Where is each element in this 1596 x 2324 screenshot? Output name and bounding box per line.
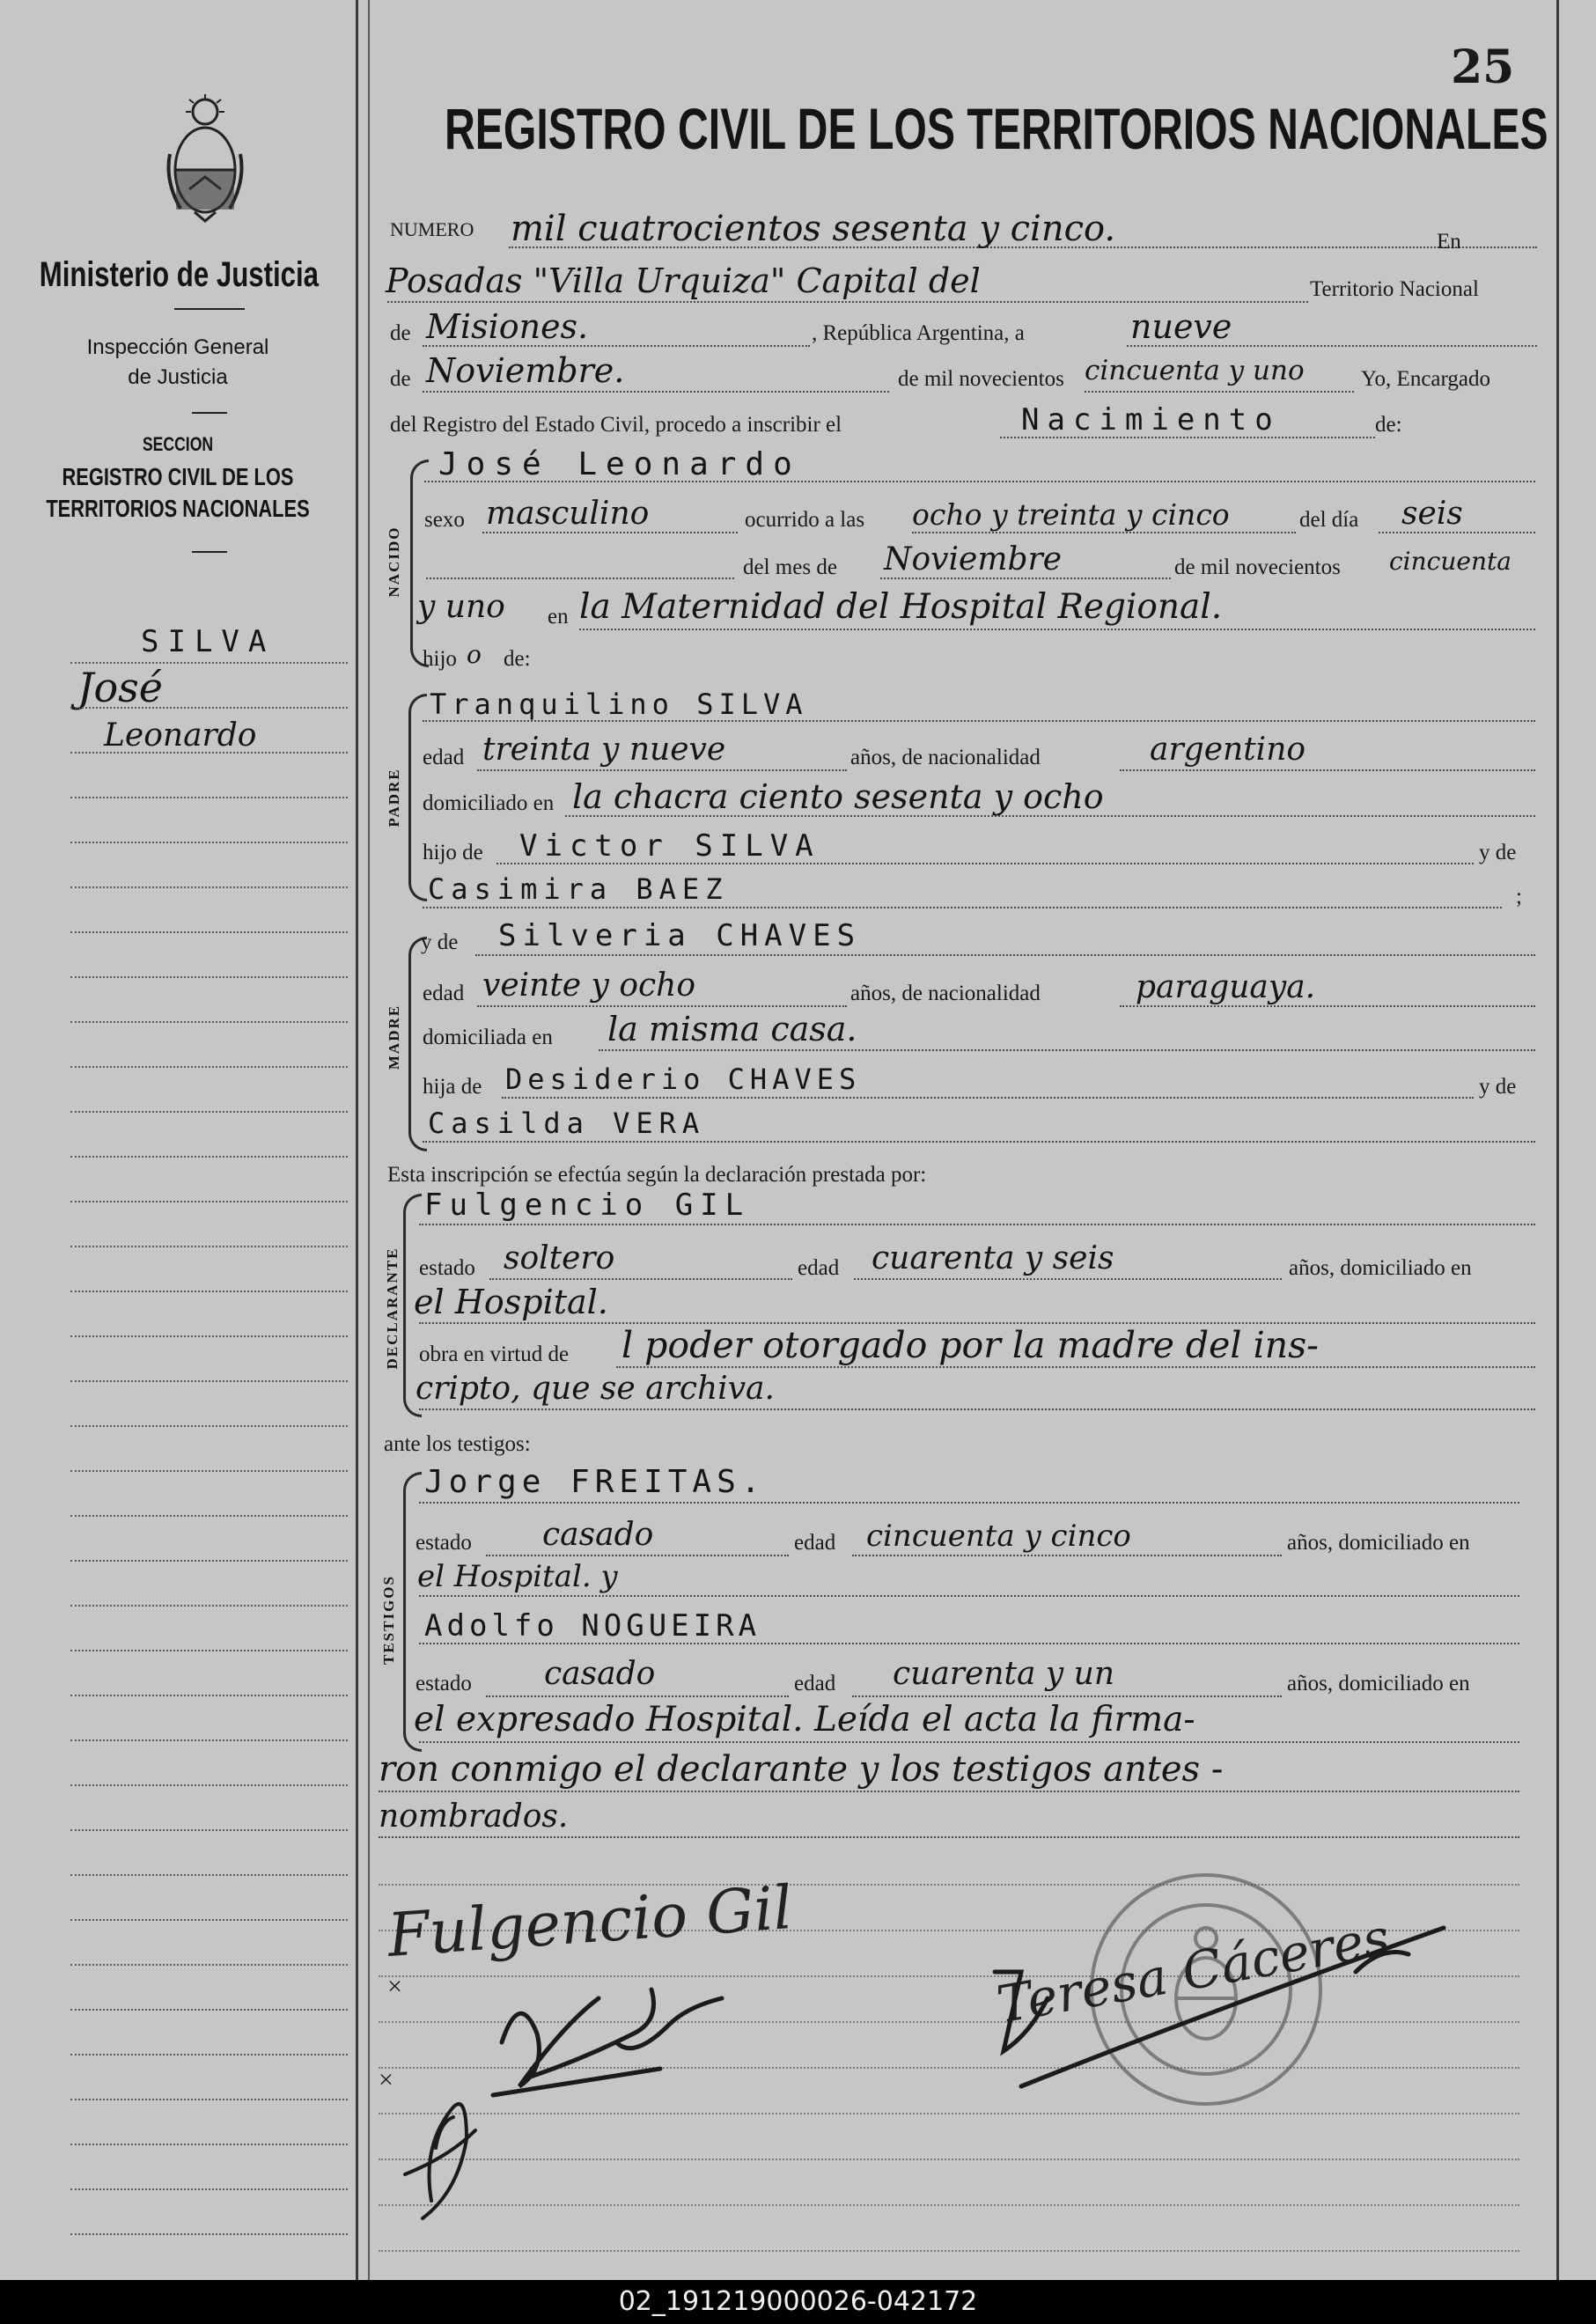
birth-day-value: seis xyxy=(1401,496,1463,532)
birth-day-line xyxy=(1379,532,1535,533)
ministry-rule xyxy=(174,308,245,310)
de-colon-label: de: xyxy=(1375,413,1402,437)
padre-y-de-label: y de xyxy=(1479,841,1517,864)
madre-mother-line xyxy=(423,1141,1535,1143)
ocurrido-label: ocurrido a las xyxy=(745,508,865,532)
closing-line1: el expresado Hospital. Leída el acta la firma- xyxy=(414,1700,1195,1739)
sidebar-ruled-line xyxy=(70,1784,348,1786)
sidebar-ruled-line xyxy=(70,1605,348,1607)
closing-line3: nombrados. xyxy=(379,1798,569,1835)
sidebar-ruled-line xyxy=(70,1919,348,1921)
sidebar-ruled-line xyxy=(70,2009,348,2011)
madre-mother-value: Casilda VERA xyxy=(428,1107,706,1140)
padre-section-label: PADRE xyxy=(386,768,402,827)
sidebar-ruled-line xyxy=(70,1380,348,1382)
t1-domicile-value: el Hospital. y xyxy=(417,1559,618,1594)
t1-name-line xyxy=(419,1502,1519,1504)
t1-age-line xyxy=(852,1555,1282,1556)
document-title: REGISTRO CIVIL DE LOS TERRITORIOS NACIONALES xyxy=(445,96,1548,161)
declarante-obra-value-b: cripto, que se archiva. xyxy=(416,1371,775,1407)
section-rule xyxy=(192,551,227,553)
birth-year-value-b: y uno xyxy=(417,589,505,625)
closing-line1-rule xyxy=(419,1741,1519,1743)
document-code-footer: 02_191219000026-042172 xyxy=(0,2280,1596,2324)
sidebar-ruled-line xyxy=(70,1246,348,1247)
sidebar-ruled-line xyxy=(70,1829,348,1831)
t2-edad-label: edad xyxy=(794,1672,836,1695)
sidebar-ruled-line xyxy=(70,1425,348,1427)
sidebar-ruled-line xyxy=(70,1021,348,1023)
t1-name-value: Jorge FREITAS. xyxy=(424,1464,766,1500)
sidebar-ruled-line xyxy=(70,1111,348,1113)
madre-domicile-line xyxy=(599,1049,1535,1051)
t1-estado-value: casado xyxy=(542,1517,654,1553)
sidebar-ruled-line xyxy=(70,976,348,978)
madre-name-line xyxy=(475,954,1535,956)
month-line xyxy=(423,391,889,393)
padre-name-value: Tranquilino SILVA xyxy=(430,688,808,721)
t1-anos-label: años, domiciliado en xyxy=(1287,1531,1470,1555)
sidebar-ruled-line xyxy=(70,2144,348,2145)
birth-month-line xyxy=(880,577,1171,579)
hijo-de-label: de: xyxy=(504,647,531,671)
ministry-name-wrap xyxy=(0,255,356,295)
en-label-nacido: en xyxy=(548,605,569,629)
section-line1: REGISTRO CIVIL DE LOS xyxy=(62,463,294,490)
sidebar-surname: SILVA xyxy=(141,624,276,659)
t2-age-line xyxy=(852,1695,1282,1697)
sidebar-ruled-line xyxy=(70,2188,348,2190)
signature-fulgencio-gil: Fulgencio Gil xyxy=(385,1873,795,1971)
t1-edad-label: edad xyxy=(794,1531,836,1555)
sidebar-ruled-line xyxy=(70,2054,348,2056)
sexo-label: sexo xyxy=(424,508,465,532)
madre-anos-label: años, de nacionalidad xyxy=(850,982,1041,1005)
padre-edad-label: edad xyxy=(423,746,465,769)
declarante-name-value: Fulgencio GIL xyxy=(424,1188,751,1223)
padre-nationality-line xyxy=(1120,769,1535,771)
sidebar-ruled-line xyxy=(70,1874,348,1876)
blank-ruled-line xyxy=(379,2250,1519,2252)
margin-line-right xyxy=(1556,0,1559,2280)
inspection-line2: de Justicia xyxy=(128,365,228,389)
declarante-estado-label: estado xyxy=(419,1256,475,1280)
madre-age-value: veinte y ocho xyxy=(482,967,696,1004)
madre-hija-de-label: hija de xyxy=(423,1075,482,1099)
de-label: de xyxy=(390,321,411,345)
sidebar-ruled-line xyxy=(70,842,348,843)
province-value: Misiones. xyxy=(426,307,589,346)
year-value: cincuenta y uno xyxy=(1085,355,1305,386)
closing-line2-rule xyxy=(379,1791,1519,1792)
birth-place-value: la Maternidad del Hospital Regional. xyxy=(579,587,1223,627)
madre-domicile-value: la misma casa. xyxy=(607,1010,857,1048)
signature-mark-x1: × xyxy=(387,1972,402,2001)
numero-value: mil cuatrocientos sesenta y cinco. xyxy=(511,209,1116,249)
sexo-line xyxy=(482,532,738,533)
madre-father-value: Desiderio CHAVES xyxy=(505,1063,862,1096)
madre-name-value: Silveria CHAVES xyxy=(498,918,862,953)
hijo-value: o xyxy=(467,640,482,669)
sidebar-ruled-line xyxy=(70,1650,348,1651)
coat-of-arms-icon xyxy=(163,92,247,224)
de-mil-label: de mil novecientos xyxy=(898,367,1064,391)
officer-signature-flourish-icon xyxy=(968,1907,1461,2104)
sidebar-ruled-line xyxy=(70,707,348,709)
territorio-label: Territorio Nacional xyxy=(1310,277,1479,301)
sidebar-ruled-line xyxy=(70,2233,348,2235)
madre-nationality-line xyxy=(1120,1005,1535,1007)
hijo-label: hijo xyxy=(423,647,457,671)
testigos-section-label: TESTIGOS xyxy=(380,1575,397,1665)
sidebar-ruled-line xyxy=(70,1201,348,1202)
declarante-anos-label: años, domiciliado en xyxy=(1289,1256,1472,1280)
t2-name-value: Adolfo NOGUEIRA xyxy=(424,1608,761,1644)
t1-estado-line xyxy=(486,1555,789,1556)
declarante-obra-line-2 xyxy=(419,1408,1535,1410)
closing-line2: ron conmigo el declarante y los testigos antes - xyxy=(379,1749,1224,1790)
hour-line xyxy=(912,532,1296,533)
madre-father-line xyxy=(502,1097,1474,1099)
sidebar-ruled-line xyxy=(70,1560,348,1562)
year-line xyxy=(1085,391,1354,393)
ministry-name: Ministerio de Justicia xyxy=(39,255,320,294)
margin-line-left xyxy=(356,0,358,2280)
declarante-domicile-value: el Hospital. xyxy=(414,1283,608,1321)
place-value: Posadas "Villa Urquiza" Capital del xyxy=(386,261,981,300)
nacido-bracket xyxy=(410,460,429,667)
de-label-2: de xyxy=(390,367,411,391)
sidebar-ruled-line xyxy=(70,1335,348,1337)
registro-label: del Registro del Estado Civil, procedo a inscribir el xyxy=(390,413,842,437)
padre-domicilio-label: domiciliado en xyxy=(423,791,555,815)
padre-semicolon: ; xyxy=(1516,885,1522,908)
declarante-obra-label: obra en virtud de xyxy=(419,1342,570,1366)
padre-anos-label: años, de nacionalidad xyxy=(850,746,1041,769)
sidebar-given-name1: José xyxy=(77,664,163,711)
del-mes-label: del mes de xyxy=(743,555,837,579)
sidebar-ruled-line xyxy=(70,1695,348,1696)
birth-month-value: Noviembre xyxy=(884,541,1063,577)
page-number: 25 xyxy=(1451,40,1515,94)
handwritten-signature-icon xyxy=(370,1937,916,2227)
sidebar-given-name2: Leonardo xyxy=(104,717,257,754)
sidebar-ruled-line xyxy=(70,2099,348,2100)
madre-age-line xyxy=(477,1005,847,1007)
declarante-section-label: DECLARANTE xyxy=(384,1247,401,1370)
declaracion-intro: Esta inscripción se efectúa según la declaración prestada por: xyxy=(387,1163,927,1187)
birth-year-value-a: cincuenta xyxy=(1389,547,1511,576)
del-dia-label: del día xyxy=(1299,508,1359,532)
declarante-edad-label: edad xyxy=(798,1256,840,1280)
sidebar-ruled-line xyxy=(70,752,348,754)
padre-mother-line xyxy=(423,907,1502,908)
sidebar-ruled-line xyxy=(70,662,348,664)
en-label: En xyxy=(1437,230,1461,254)
declarante-obra-line xyxy=(616,1366,1535,1368)
nacido-name-value: José Leonardo xyxy=(438,446,801,482)
inspection-block xyxy=(0,333,356,393)
section-line2: TERRITORIOS NACIONALES xyxy=(46,495,310,522)
declarante-age-line xyxy=(854,1278,1282,1280)
declarante-obra-value-a: l poder otorgado por la madre del ins- xyxy=(621,1324,1319,1366)
t2-estado-line xyxy=(486,1695,789,1697)
section-label: SECCION xyxy=(142,433,214,455)
t1-domicile-line xyxy=(419,1595,1519,1597)
madre-domicilio-label: domiciliada en xyxy=(423,1026,553,1049)
place-line xyxy=(387,301,1308,303)
republica-label: , República Argentina, a xyxy=(812,321,1025,345)
declarante-name-line xyxy=(419,1224,1535,1225)
section-block xyxy=(0,433,356,523)
day-value: nueve xyxy=(1130,307,1232,346)
sidebar-ruled-line xyxy=(70,1739,348,1741)
birth-pre-month-line xyxy=(426,577,734,579)
hour-value: ocho y treinta y cinco xyxy=(912,497,1230,532)
testigos-intro: ante los testigos: xyxy=(384,1432,531,1456)
sidebar-ruled-line xyxy=(70,1470,348,1472)
padre-hijo-de-label: hijo de xyxy=(423,841,483,864)
padre-nationality-value: argentino xyxy=(1150,732,1306,768)
nacido-section-label: NACIDO xyxy=(386,526,402,598)
t2-age-value: cuarenta y un xyxy=(893,1656,1115,1692)
t2-anos-label: años, domiciliado en xyxy=(1287,1672,1470,1695)
declarante-estado-value: soltero xyxy=(504,1240,615,1276)
sidebar-ruled-line xyxy=(70,797,348,798)
madre-section-label: MADRE xyxy=(386,1004,402,1070)
sexo-value: masculino xyxy=(486,496,650,532)
t1-estado-label: estado xyxy=(416,1531,472,1555)
declarante-estado-line xyxy=(489,1278,792,1280)
madre-y-de-label-2: y de xyxy=(1479,1075,1517,1099)
month-value: Noviembre. xyxy=(426,351,625,390)
sidebar-ruled-line xyxy=(70,1515,348,1517)
inspection-line1: Inspección General xyxy=(86,335,269,359)
inspection-rule xyxy=(192,412,227,414)
padre-father-value: Victor SILVA xyxy=(519,828,820,864)
signature-teresa-caceres: Teresa Cáceres xyxy=(992,1907,1394,2035)
padre-domicile-value: la chacra ciento sesenta y ocho xyxy=(572,777,1104,816)
t1-age-value: cincuenta y cinco xyxy=(866,1519,1131,1554)
de-mil-label-2: de mil novecientos xyxy=(1174,555,1341,579)
birth-place-line xyxy=(579,629,1535,630)
sidebar-ruled-line xyxy=(70,1066,348,1068)
declarante-age-value: cuarenta y seis xyxy=(872,1240,1114,1276)
madre-nationality-value: paraguaya. xyxy=(1136,969,1316,1005)
padre-age-line xyxy=(477,769,847,771)
sidebar-ruled-line xyxy=(70,886,348,888)
sidebar-ruled-line xyxy=(70,931,348,933)
t2-estado-label: estado xyxy=(416,1672,472,1695)
closing-line3-rule xyxy=(379,1836,1519,1838)
yo-label: Yo, Encargado xyxy=(1361,367,1490,391)
numero-label: NUMERO xyxy=(390,218,474,240)
padre-age-value: treinta y nueve xyxy=(482,732,726,768)
t2-estado-value: casado xyxy=(544,1656,656,1692)
sidebar-ruled-line xyxy=(70,1156,348,1158)
sidebar-ruled-line xyxy=(70,1291,348,1292)
padre-mother-value: Casimira BAEZ xyxy=(428,872,729,906)
act-type-value: Nacimiento xyxy=(1021,402,1281,438)
sidebar-ruled-line xyxy=(70,1964,348,1966)
blank-ruled-line xyxy=(379,1884,1519,1886)
madre-y-de-label: y de xyxy=(421,930,459,954)
madre-edad-label: edad xyxy=(423,982,465,1005)
signature-mark-x2: × xyxy=(379,2065,393,2094)
